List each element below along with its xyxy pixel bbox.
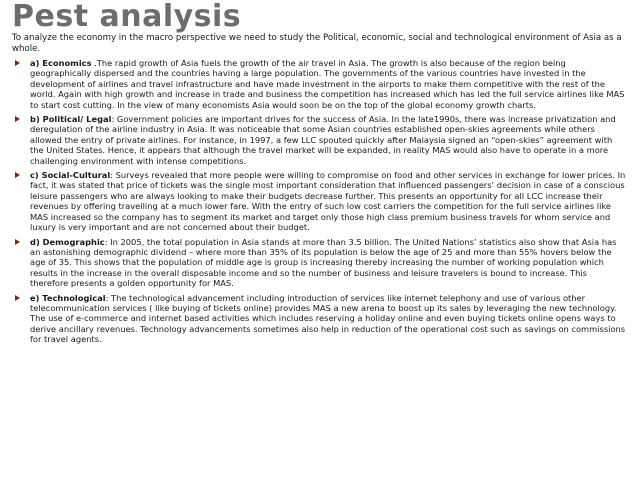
bullet-technological: [12, 293, 626, 345]
bullet-social-cultural: [12, 170, 626, 232]
bullet-text: : In 2005, the total population in Asia stands at more than 3.5 billion. The United Nations’ statistics also show that Asia has an astonishing demographic dividend – where more than 35% of its population is below the age of 25 and more than 55% hovers below the age of 35. This shows that the population of middle age is group is increasing thereby increasing the number of working population which results in the increase in the overall disposable income and so the number of business and leisure travelers is bound to increase. This therefore presents a golden opportunity for MAS.: [30, 236, 617, 289]
bullet-arrow-icon: [15, 172, 20, 178]
bullet-heading: c) Social-Cultural: [30, 170, 111, 181]
bullet-text: : Surveys revealed that more people were willing to compromise on food and other services in exchange for lower prices. In fact, it was stated that price of tickets was the single most important consideration that influenced passengers’ decision in case of a conscious leisure passengers who are always looking to make their budgets decrease further. This presents an opportunity for all LCC increase their revenues by offering travelling at a much lower fare. With the entry of such low cost carriers the competition for the full service airlines like MAS increased so the company has to segment its market and target only those high class premium business travels for whom service and luxury is very important and are not concerned about their budget.: [30, 170, 626, 233]
bullet-arrow-icon: [15, 116, 20, 122]
bullet-heading: a) Economics: [30, 58, 92, 68]
bullet-text: : Government policies are important drives for the success of Asia. In the late1990s, there was increase privatization and deregulation of the airline industry in Asia. It was noticeable that some Asian countries established open-skies agreements while others allowed the entry of private airlines. For instance, in 1997, a few LLC spouted quickly after Malaysia signed an “open-skies” agreement with the United States. Hence, it appears that although the travel market will be expanded, in reality MAS would also have to operate in a more challenging environment with intense competitions.: [30, 114, 616, 166]
bullet-text: .The rapid growth of Asia fuels the growth of the air travel in Asia. The growth is also because of the region being geographically dispersed and the countries having a large population. The governments of the various countries have invested in the development of airlines and travel infrastructure and have made investment in the airports to make them competitive with the rest of the world. Again with high growth and increase in trade and business the competition has increased which has led the full service airlines like MAS to start cost cutting. In the view of many economists Asia would soon be on the top of the global economy growth charts.: [30, 58, 625, 110]
intro-paragraph: To analyze the economy in the macro perspective we need to study the Political, economic, social and technological environment of Asia as a whole.: [12, 33, 622, 54]
bullet-arrow-icon: [15, 239, 20, 245]
bullet-text: : The technological advancement including introduction of services like internet telephony and use of various other telecommunication services ( like buying of tickets online) provides MAS a new arena to boost up its sales by leveraging the new technology. The use of e-commerce and internet based activities which includes reserving a holiday online and even buying tickets online opens ways to derive ancillary revenues. Technology advancements sometimes also help in reduction of the operational cost such as savings on commissions for travel agents.: [30, 292, 626, 345]
bullet-arrow-icon: [15, 295, 20, 301]
bullet-list: [12, 58, 626, 349]
bullet-economics: [12, 58, 626, 110]
bullet-heading: b) Political/ Legal: [30, 114, 112, 125]
bullet-arrow-icon: [15, 60, 20, 66]
slide-title: Pest analysis: [12, 0, 242, 34]
bullet-heading: e) Technological: [30, 292, 106, 303]
bullet-heading: d) Demographic: [30, 236, 105, 247]
bullet-political-legal: [12, 114, 626, 166]
bullet-demographic: [12, 237, 626, 289]
